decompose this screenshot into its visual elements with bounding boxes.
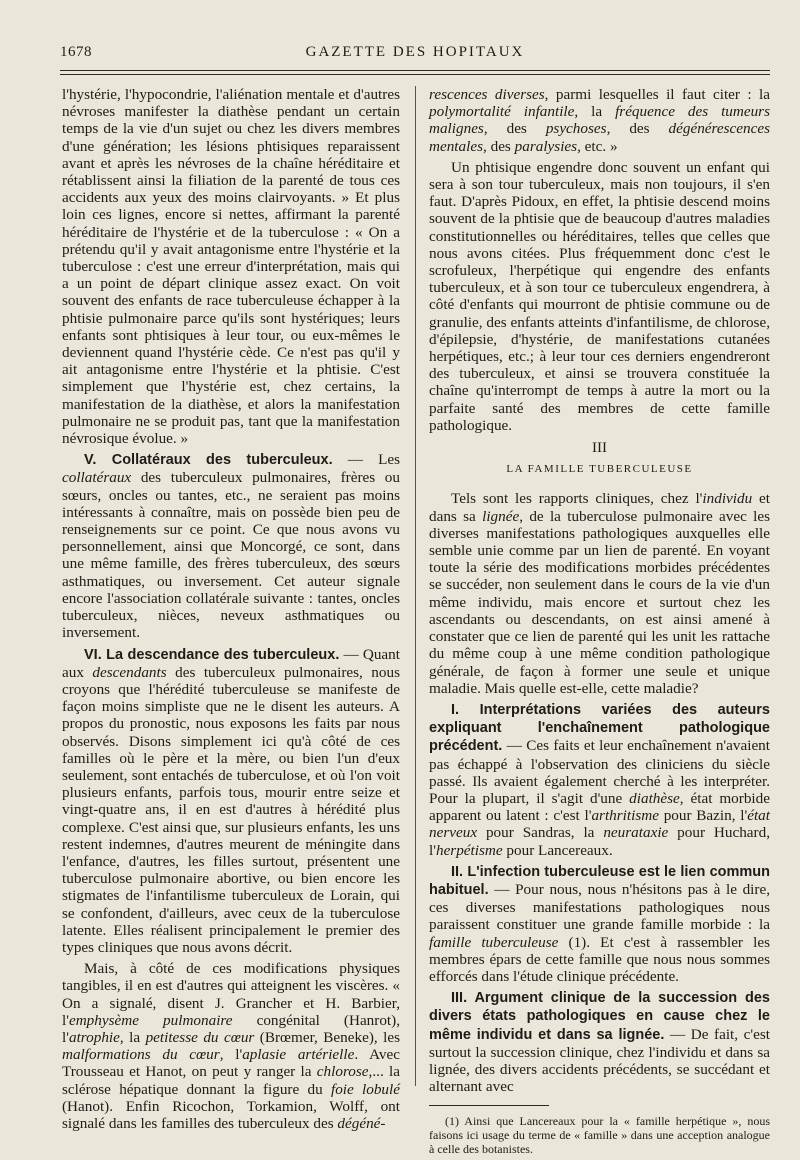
header-rule-thin (60, 74, 770, 75)
paragraph-viscera: Mais, à côté de ces modifications physiques tangibles, il en est d'autres qui atteignent les viscères. « On a signalé, disent J. Grancher et H. Barbier, l'emphysème pulmonaire congénital (Hanrot), l'atrophie, la petitesse du cœur (Brœmer, Beneke), les malformations du cœur, l'aplasie artérielle. Avec Trousseau et Hanot, on peut y ranger la chlorose,... la sclérose hépatique donnant la figure du foie lobulé (Hanot). Enfin Ricochon, Torkamion, Wolff, ont signalé dans les familles des tuberculeux des dégéné- (62, 960, 401, 1132)
footnote: (1) Ainsi que Lancereaux pour la « famille herpétique », nous faisons ici usage du terme de « famille » dans une acception analogue à celle des botanistes. (429, 1114, 770, 1157)
paragraph-infection: II. L'infection tuberculeuse est le lien commun habituel. — Pour nous, nous n'hésitons pas à le dire, ces diverses manifestations pathologiques nous paraissent constituer une grande famille morbide : la famille tuberculeuse (1). Et c'est à rassembler les membres épars de cette famille que nous nous sommes efforcés dans l'étude clinique précédente. (429, 863, 771, 985)
paragraph-rapports: Tels sont les rapports cliniques, chez l'individu et dans sa lignée, de la tuberculose pulmonaire avec les diverses manifestations pathologiques auxquelles elle semble unie comme par un lien de parenté. En voyant toute la série des modifications morbides précédentes se succéder, non seulement dans le cours de la vie d'un même individu, mais encore et surtout chez les ascendants ou descendants, on est ainsi amené à constater que ce lien de parenté qui les unit les rattache du même coup à une même condition pathologique générale, de façon à former une seule et unique maladie. Mais quelle est-elle, cette maladie? (429, 490, 770, 697)
paragraph-interpretations: I. Interprétations variées des auteurs expliquant l'enchaînement pathologique précédent. — Ces faits et leur enchaînement n'avaient pas échappé à l'observation des cliniciens du siècle passé. Ils avaient également cherché à les interpréter. Pour la plupart, il s'agit d'une diathèse, état morbide apparent ou latent : c'est l'arthritisme pour Bazin, l'état nerveux pour Sandras, la neurataxie pour Huchard, l'herpétisme pour Lancereaux. (429, 701, 770, 859)
paragraph-argument: III. Argument clinique de la succession des divers états pathologiques en cause chez le même individu et dans sa lignée. — De fait, c'est surtout la succession clinique, chez l'individu et dans sa lignée, des divers accidents précédents, se succédant et alternant avec (429, 990, 770, 1096)
footnote-rule (429, 1105, 549, 1106)
running-header (60, 44, 770, 64)
subheading-iii: III. Argument clinique de la succession des divers états pathologiques en cause chez le même individu et dans sa lignée. (429, 990, 770, 1043)
header-rule (60, 70, 770, 71)
left-column (62, 86, 400, 1136)
paragraph-hysterie: l'hystérie, l'hypocondrie, l'aliénation mentale et d'autres névroses manifester la diathèse pendant un certain temps de la vie d'un sujet ou chez les divers membres d'une génération; les lésions phtisiques reparaissent avant et après les névroses de la chaîne héréditaire et rétablissent ainsi la filiation de la parenté de tous ces accidents aux yeux des moins clairvoyants. » Et plus loin ces lignes, encore si nettes, affirmant la parenté héréditaire de l'hystérie et de la tuberculose : « On a prétendu qu'il y avait antagonisme entre l'hystérie et la tuberculose : c'est une erreur d'interprétation, mais qui a un point de départ clinique assez exact. On voit souvent des enfants de race tuberculeuse échapper à la phtisie pulmonaire parce qu'ils sont hystériques; leurs enfants sont phtisiques à leur tour, ou eux-mêmes le deviennent quand l'hystérie cède. Ce n'est pas qu'il y ait antagonisme entre l'hystérie et la phtisie. C'est simplement que l'hystérie est, chez certains, la manifestation de la diathèse, et alors la manifestation pulmonaire ne se produit pas, tant que la manifestation névrosique évolue. » (62, 86, 400, 448)
section-heading-v: V. Collatéraux des tuberculeux. (84, 452, 333, 469)
journal-title: GAZETTE DES HOPITAUX (305, 44, 525, 60)
subheading-i: I. Interprétations variées des auteurs expliquant l'enchaînement pathologique précédent. (429, 701, 770, 755)
paragraph-phtisique: Un phtisique engendre donc souvent un enfant qui sera à son tour tuberculeux, mais non toujours, il s'en faut. D'après Pidoux, en effet, la phtisie descend moins souvent de la phtisie que de beaucoup d'autres maladies constitutionnelles ou héréditaires, telles que celles que nous avons citées. Plus fréquemment donc c'est le scrofuleux, l'herpétique qui engendre des enfants tuberculeux, et à son tour ce tuberculeux engendrera, à côté d'enfants qui mourront de phtisie commune ou de granulie, des enfants atteints d'infantilisme, de chlorose, d'épilepsie, d'hystérie, de manifestations cutanées herpétiques, etc.; à leur tour ces derniers engendreront des tuberculeux, et ainsi se trouvera constituée la chaîne qu'interrompt de temps à autre la mort ou la parfaite santé des membres de cette famille pathologique. (429, 158, 770, 434)
section-number: III (592, 440, 607, 457)
subheading-ii: II. L'infection tuberculeuse est le lien commun habituel. (429, 863, 770, 898)
section-title: LA FAMILLE TUBERCULEUSE (506, 463, 693, 476)
paragraph-degenerescences: rescences diverses, parmi lesquelles il faut citer : la polymortalité infantile, la fréquence des tumeurs malignes, des psychoses, des dégénérescences mentales, des paralysies, etc. » (429, 86, 771, 155)
paragraph-collateraux: V. Collatéraux des tuberculeux. — Les collatéraux des tuberculeux pulmonaires, frères ou sœurs, oncles ou tantes, etc., ne seraient pas moins intéressants à connaître, mais on possède bien peu de renseignements sur ce point. Ce que nous avons vu personnellement, ainsi que Moncorgé, ce sont, dans une même famille, des frères tuberculeux, des sœurs asthmatiques, ou inversement. Cet auteur signale encore l'association collatérale suivante : tantes, oncles tuberculeux, nièces, neveux asthmatiques ou inversement. (62, 451, 400, 642)
right-column (429, 86, 770, 1160)
paragraph-descendance: VI. La descendance des tuberculeux. — Quant aux descendants des tuberculeux pulmonaires, nous croyons que l'hérédité tuberculeuse se manifeste de façon moins simpliste que ne le disent les auteurs. A propos du pronostic, nous exposons les faits par nous observés. Disons simplement ici qu'à côté de ces familles où le père et la mère, ou bien l'un d'eux seulement, sont entachés de tuberculose, et où l'on voit plusieurs enfants, parfois tous, mourir entre seize et vingt-quatre ans, il en est d'autres à hérédité plus complexe. C'est ainsi que, sur plusieurs enfants, les uns restent indemnes, d'autres meurent de méningite dans l'enfance, d'autres, les filles surtout, présentent une tuberculose pulmonaire abortive, ou bien encore les stigmates de l'infantilisme tuberculeux de Lorain, qui se confondent, d'ailleurs, avec ceux de la tuberculose latente. Elles réalisent principalement le premier des types cliniques que nous avons décrit. (62, 645, 401, 956)
column-divider (415, 86, 416, 1086)
section-heading-vi: VI. La descendance des tuberculeux. (84, 646, 340, 663)
page-number: 1678 (60, 44, 92, 60)
